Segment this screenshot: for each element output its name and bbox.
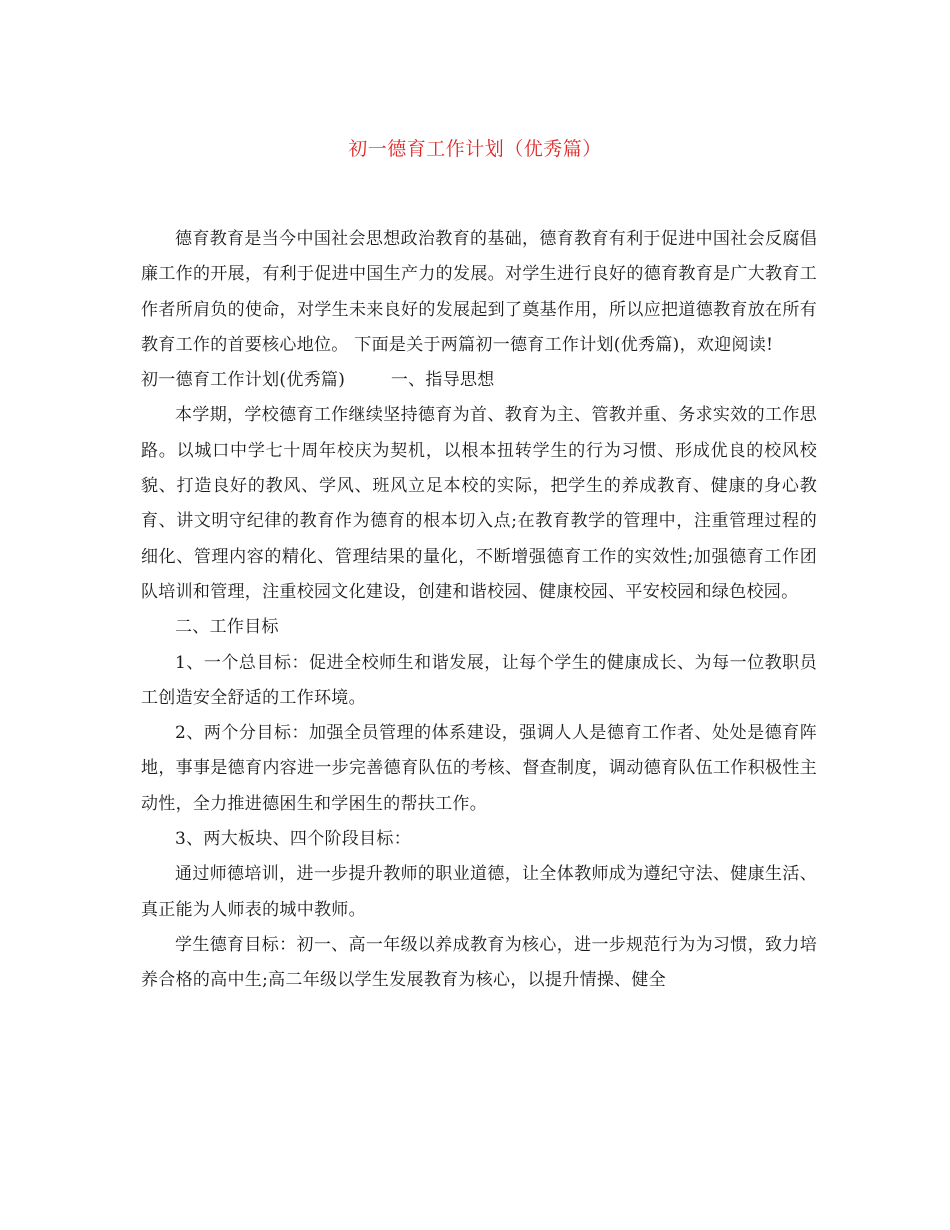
goal-3-heading: 3、两大板块、四个阶段目标： bbox=[175, 829, 412, 850]
teacher-training-paragraph: 通过师德培训，进一步提升教师的职业道德，让全体教师成为遵纪守法、健康生活、真正能为人师表的城中教师。 bbox=[141, 864, 817, 920]
student-goals-paragraph: 学生德育目标：初一、高一年级以养成教育为核心，进一步规范行为为习惯，致力培养合格的高中生;高二年级以学生发展教育为核心，以提升情操、健全 bbox=[141, 934, 817, 991]
goal-2-paragraph: 2、两个分目标：加强全员管理的体系建设，强调人人是德育工作者、处处是德育阵地，事事是德育内容进一步完善德育队伍的考核、督查制度，调动德育队伍工作积极性主动性，全力推进德困生和学困生的帮扶工作。 bbox=[141, 723, 817, 814]
work-goals-heading: 二、工作目标 bbox=[175, 617, 279, 638]
document-title: 初一德育工作计划（优秀篇） bbox=[348, 138, 602, 160]
document-body bbox=[141, 222, 817, 999]
section-heading-title: 初一德育工作计划(优秀篇) bbox=[141, 370, 346, 391]
intro-paragraph: 德育教育是当今中国社会思想政治教育的基础，德育教育有利于促进中国社会反腐倡廉工作的开展，有利于促进中国生产力的发展。对学生进行良好的德育教育是广大教育工作者所肩负的使命，对学生未来良好的发展起到了奠基作用，所以应把道德教育放在所有教育工作的首要核心地位。 下面是关于两篇初一德育工作计划(优秀篇)，欢迎阅读! bbox=[141, 229, 817, 355]
guiding-thought-paragraph: 本学期，学校德育工作继续坚持德育为首、教育为主、管教并重、务求实效的工作思路。以城口中学七十周年校庆为契机，以根本扭转学生的行为习惯、形成优良的校风校貌、打造良好的教风、学风、班风立足本校的实际，把学生的养成教育、健康的身心教育、讲文明守纪律的教育作为德育的根本切入点;在教育教学的管理中，注重管理过程的细化、管理内容的精化、管理结果的量化，不断增强德育工作的实效性;加强德育工作团队培训和管理，注重校园文化建设，创建和谐校园、健康校园、平安校园和绿色校园。 bbox=[141, 405, 817, 602]
goal-1-paragraph: 1、一个总目标：促进全校师生和谐发展，让每个学生的健康成长、为每一位教职员工创造安全舒适的工作环境。 bbox=[141, 652, 817, 708]
section-heading-subtitle: 一、指导思想 bbox=[390, 370, 495, 391]
section-heading bbox=[141, 363, 817, 398]
